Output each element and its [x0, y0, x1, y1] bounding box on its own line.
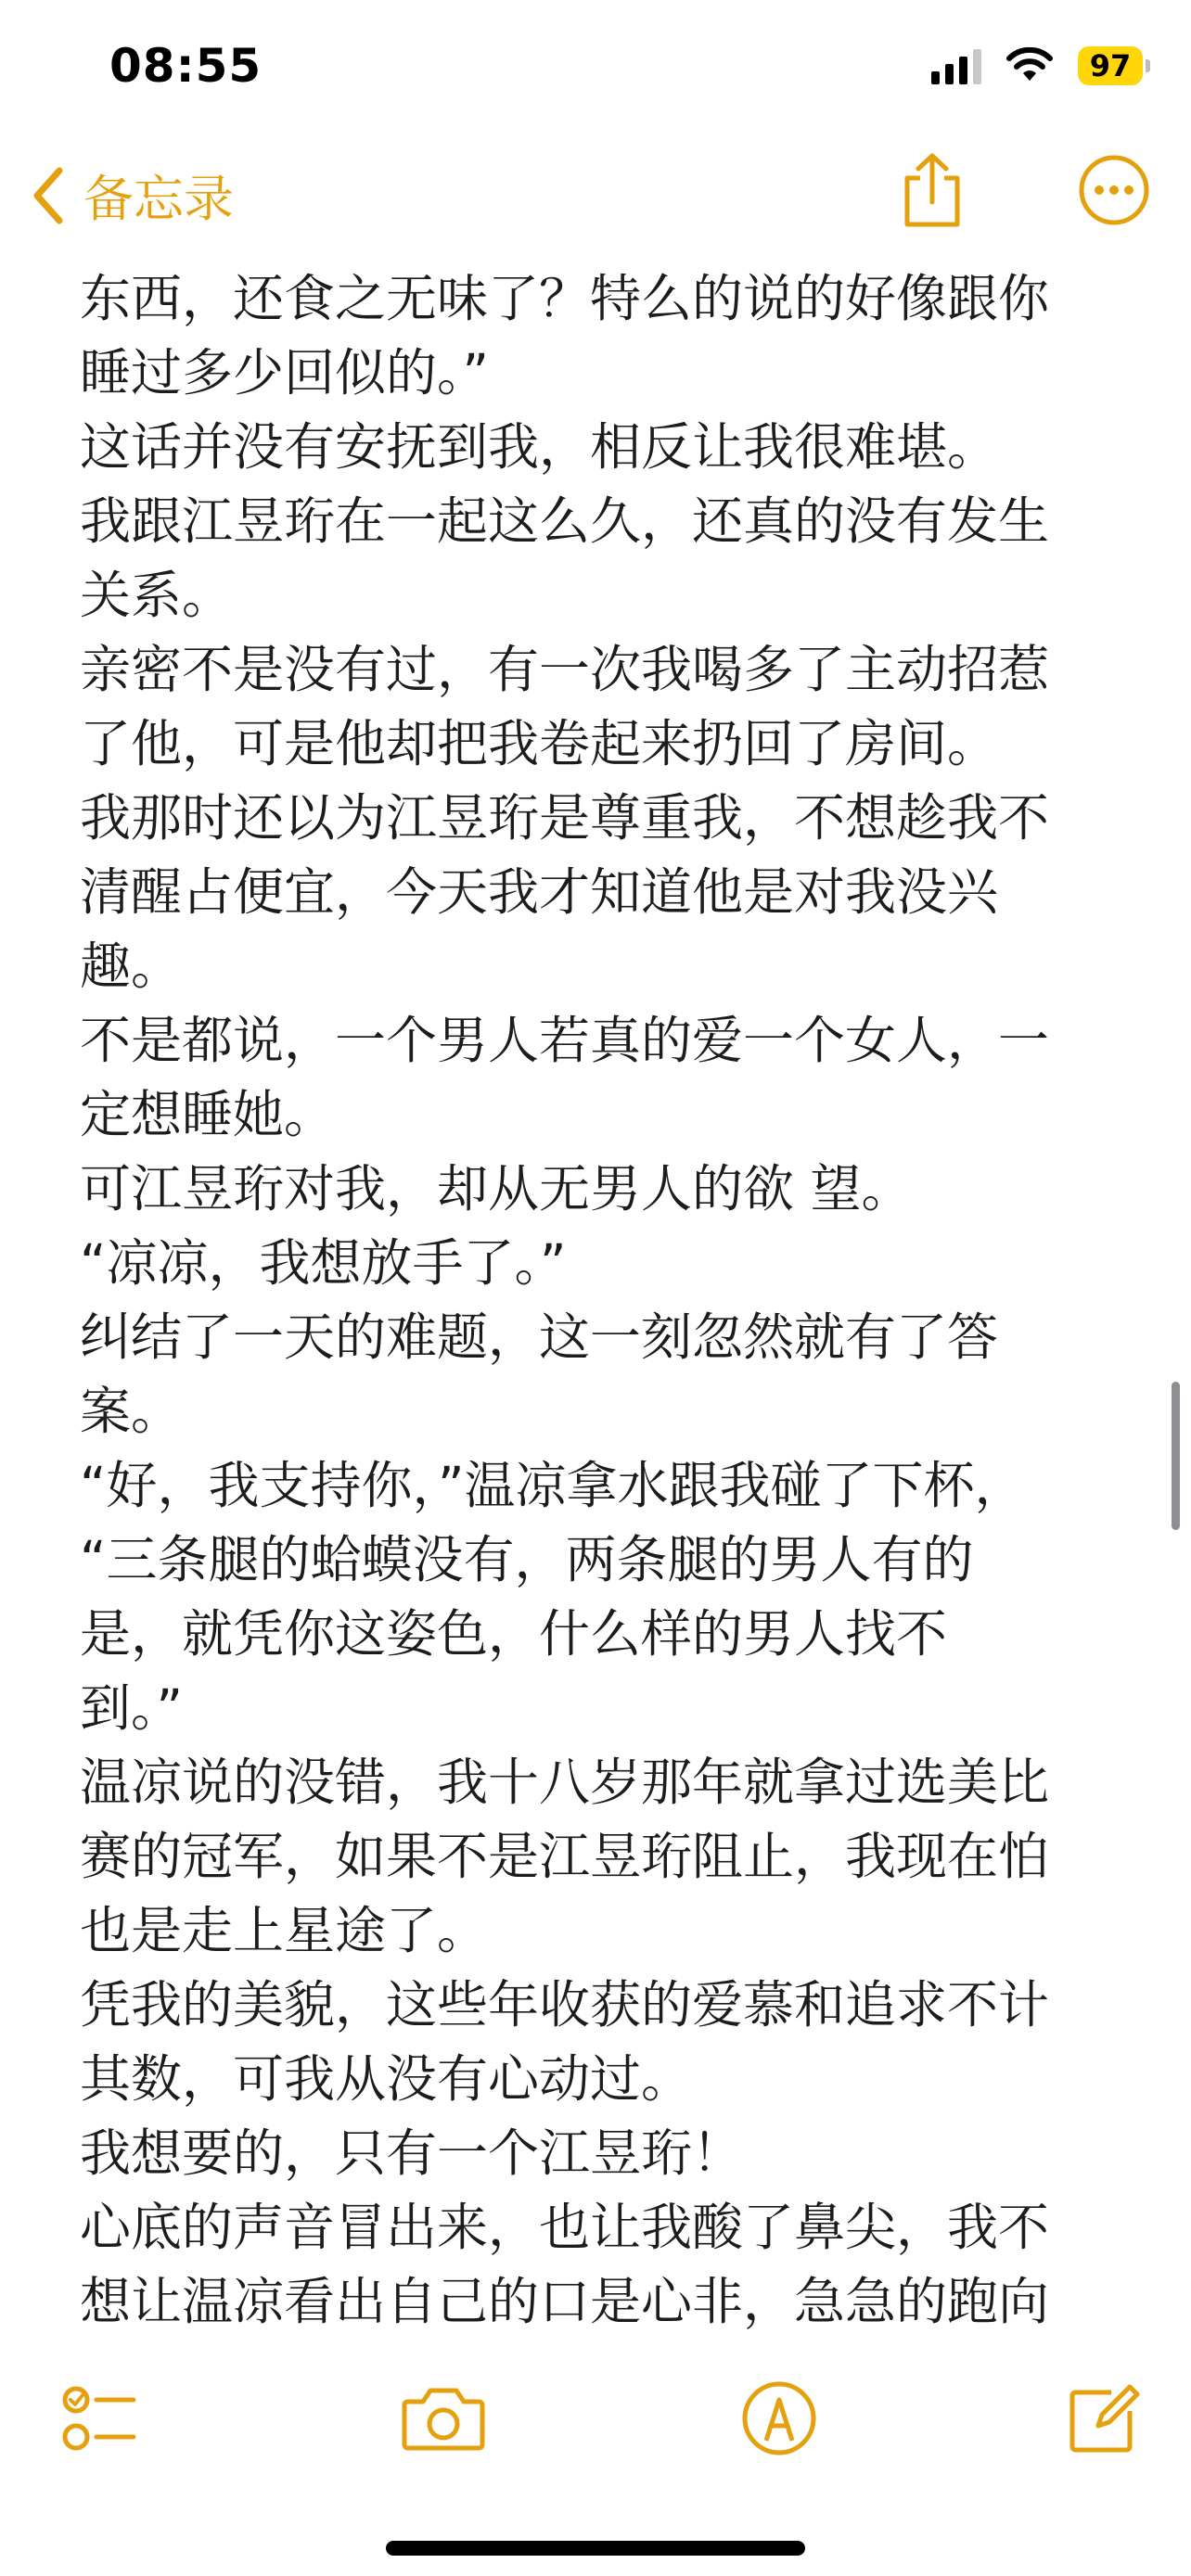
camera-icon	[401, 2383, 486, 2454]
bottom-toolbar	[0, 2335, 1191, 2576]
note-line: 东西，还食之无味了？特么的说的好像跟你	[80, 269, 1050, 328]
note-line: 不是都说，一个男人若真的爱一个女人，一	[80, 1011, 1050, 1070]
note-line: 我跟江昱珩在一起这么久，还真的没有发生	[80, 491, 1050, 551]
battery-indicator	[1078, 46, 1143, 85]
note-line: “好，我支持你，”温凉拿水跟我碰了下杯，	[80, 1456, 1026, 1515]
note-line: 也是走上星途了。	[80, 1901, 489, 1960]
note-line: 这话并没有安抚到我，相反让我很难堪。	[80, 417, 999, 477]
note-line: 想让温凉看出自己的口是心非，急急的跑向	[80, 2272, 1050, 2331]
nav-bar	[0, 130, 1191, 250]
note-line: 到。”	[80, 1678, 183, 1738]
scroll-indicator[interactable]	[1172, 1382, 1180, 1530]
chevron-left-icon	[30, 165, 67, 226]
markup-button[interactable]	[733, 2372, 826, 2465]
battery-level: 97	[1089, 48, 1132, 83]
more-icon	[1077, 153, 1151, 227]
note-line: 定想睡她。	[80, 1085, 336, 1144]
note-line: 心底的声音冒出来，也让我酸了鼻尖，我不	[80, 2198, 1050, 2257]
note-line: 我那时还以为江昱珩是尊重我，不想趁我不	[80, 788, 1050, 848]
camera-button[interactable]	[397, 2372, 490, 2465]
nav-actions	[892, 150, 1154, 230]
share-button[interactable]	[892, 150, 972, 230]
compose-icon	[1065, 2379, 1143, 2457]
status-bar	[0, 0, 1191, 130]
compose-button[interactable]	[1057, 2372, 1150, 2465]
note-line: 我想要的，只有一个江昱珩！	[80, 2123, 744, 2183]
markup-pen-icon	[740, 2379, 818, 2457]
wifi-icon	[1005, 47, 1054, 84]
note-line: 案。	[80, 1382, 183, 1441]
note-line: 是，就凭你这姿色，什么样的男人找不	[80, 1604, 948, 1664]
cellular-signal-icon	[931, 47, 981, 84]
status-time: 08:55	[109, 39, 263, 93]
checklist-button[interactable]	[52, 2372, 145, 2465]
note-body[interactable]	[80, 261, 1119, 2348]
note-line: 亲密不是没有过，有一次我喝多了主动招惹	[80, 640, 1050, 699]
status-icons	[931, 43, 1143, 89]
checklist-icon	[59, 2379, 137, 2457]
note-line: 可江昱珩对我，却从无男人的欲 望。	[80, 1159, 913, 1218]
share-icon	[900, 150, 965, 230]
note-line: 关系。	[80, 566, 234, 625]
back-label: 备忘录	[83, 170, 234, 228]
back-button[interactable]	[30, 159, 234, 231]
note-line: 清醒占便宜，今天我才知道他是对我没兴	[80, 862, 999, 922]
note-line: 温凉说的没错，我十八岁那年就拿过选美比	[80, 1753, 1050, 1812]
note-line: 纠结了一天的难题，这一刻忽然就有了答	[80, 1307, 999, 1367]
note-line: “三条腿的蛤蟆没有，两条腿的男人有的	[80, 1530, 974, 1589]
note-line: 其数，可我从没有心动过。	[80, 2049, 693, 2109]
note-line: 趣。	[80, 937, 183, 996]
note-line: 了他，可是他却把我卷起来扔回了房间。	[80, 714, 999, 773]
home-indicator[interactable]	[386, 2541, 805, 2556]
note-line: 睡过多少回似的。”	[80, 343, 489, 402]
note-line: 赛的冠军，如果不是江昱珩阻止，我现在怕	[80, 1827, 1050, 1886]
note-line: “凉凉，我想放手了。”	[80, 1233, 567, 1293]
note-line: 凭我的美貌，这些年收获的爱慕和追求不计	[80, 1975, 1050, 2034]
more-button[interactable]	[1074, 150, 1154, 230]
